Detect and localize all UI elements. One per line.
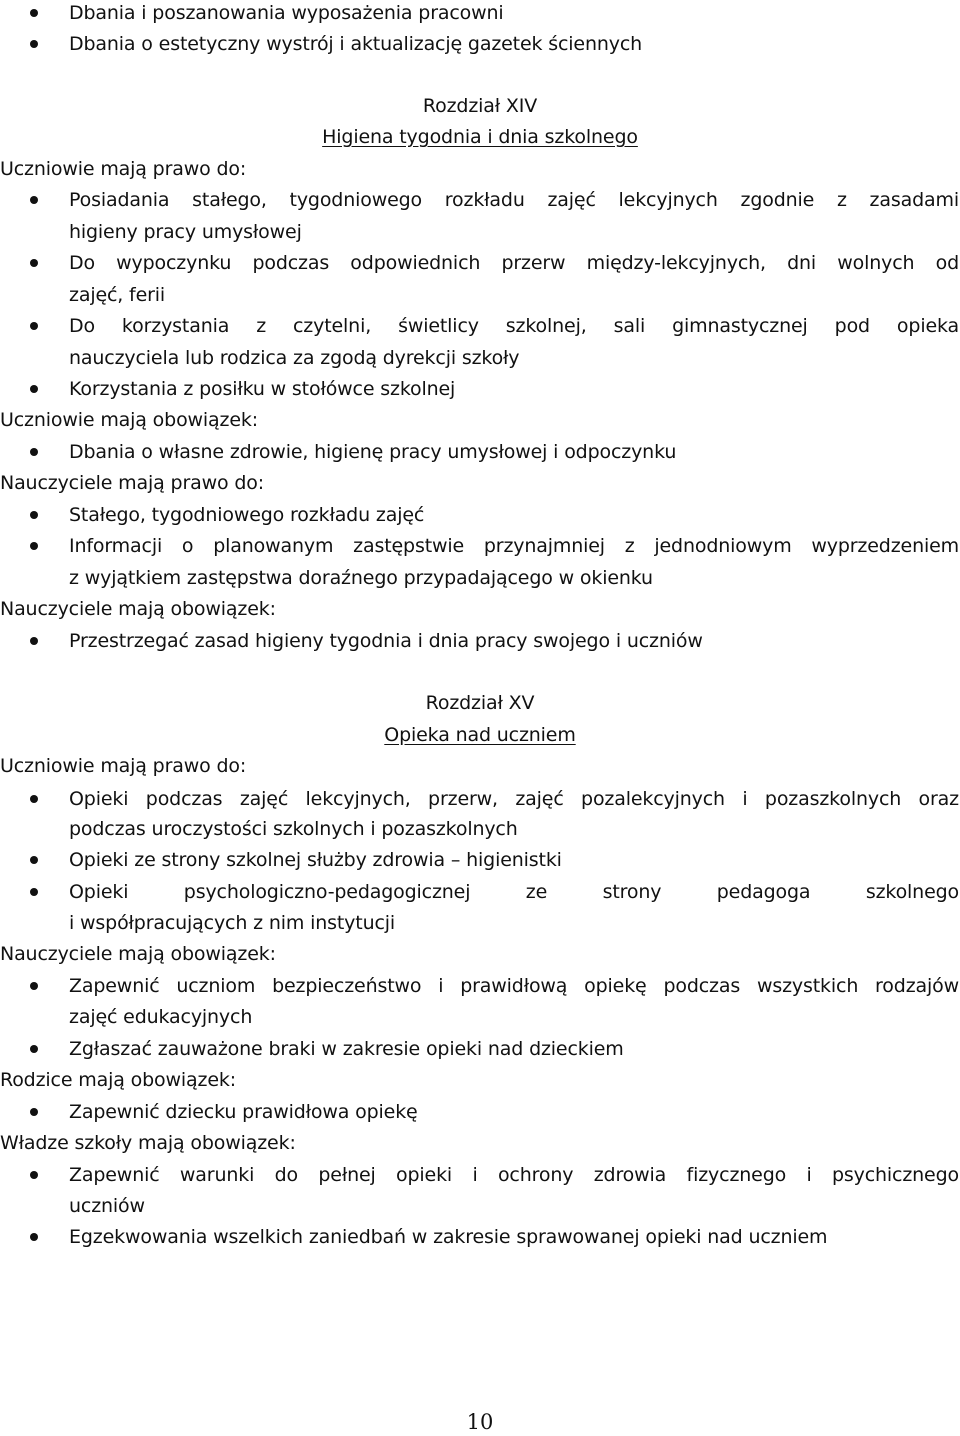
bullet bbox=[30, 982, 38, 990]
list-item: Dbania o własne zdrowie, higienę pracy umysłowej i odpoczynku bbox=[69, 441, 677, 463]
bullet bbox=[30, 1171, 38, 1179]
bullet bbox=[30, 511, 38, 519]
bullet bbox=[30, 196, 38, 204]
bullet bbox=[30, 637, 38, 645]
bullet bbox=[30, 888, 38, 896]
bullet bbox=[30, 259, 38, 267]
list-item: Zapewnić warunki do pełnej opieki i ochrony zdrowia fizycznego i psychicznego bbox=[69, 1164, 959, 1186]
list-item: Przestrzegać zasad higieny tygodnia i dnia pracy swojego i uczniów bbox=[69, 630, 703, 652]
list-item: Zgłaszać zauważone braki w zakresie opieki nad dzieckiem bbox=[69, 1038, 624, 1060]
bullet bbox=[30, 1233, 38, 1241]
chapter-title: Opieka nad uczniem bbox=[384, 724, 576, 746]
list-item-continuation: uczniów bbox=[69, 1195, 145, 1217]
bullet bbox=[30, 322, 38, 330]
bullet bbox=[30, 448, 38, 456]
list-item: Opieki psychologiczno-pedagogicznej ze strony pedagoga szkolnego bbox=[69, 881, 959, 903]
list-item: Informacji o planowanym zastępstwie przynajmniej z jednodniowym wyprzedzeniem bbox=[69, 535, 959, 557]
bullet bbox=[30, 1108, 38, 1116]
bullet bbox=[30, 40, 38, 48]
section-label: Uczniowie mają obowiązek: bbox=[0, 409, 259, 431]
section-label: Rodzice mają obowiązek: bbox=[0, 1069, 236, 1091]
list-item: Do wypoczynku podczas odpowiednich przerw między-lekcyjnych, dni wolnych od bbox=[69, 252, 959, 274]
bullet bbox=[30, 542, 38, 550]
bullet bbox=[30, 1045, 38, 1053]
chapter-title: Higiena tygodnia i dnia szkolnego bbox=[322, 126, 638, 148]
list-item: Korzystania z posiłku w stołówce szkolnej bbox=[69, 378, 456, 400]
list-item: Zapewnić uczniom bezpieczeństwo i prawidłową opiekę podczas wszystkich rodzajów bbox=[69, 975, 959, 997]
list-item-continuation: z wyjątkiem zastępstwa doraźnego przypadającego w okienku bbox=[69, 567, 653, 589]
chapter-number: Rozdział XIV bbox=[422, 95, 538, 117]
section-label: Uczniowie mają prawo do: bbox=[0, 158, 247, 180]
section-label: Nauczyciele mają obowiązek: bbox=[0, 943, 276, 965]
list-item-continuation: nauczyciela lub rodzica za zgodą dyrekcji szkoły bbox=[69, 347, 520, 369]
bullet bbox=[30, 856, 38, 864]
list-item: Do korzystania z czytelni, świetlicy szkolnej, sali gimnastycznej pod opieka bbox=[69, 315, 959, 337]
bullet bbox=[30, 385, 38, 393]
list-item: Dbania o estetyczny wystrój i aktualizację gazetek ściennych bbox=[69, 33, 643, 55]
list-item-continuation: i współpracujących z nim instytucji bbox=[69, 912, 396, 934]
list-item: Posiadania stałego, tygodniowego rozkładu zajęć lekcyjnych zgodnie z zasadami bbox=[69, 189, 959, 211]
list-item: Zapewnić dziecku prawidłowa opiekę bbox=[69, 1101, 418, 1123]
list-item: Stałego, tygodniowego rozkładu zajęć bbox=[69, 504, 425, 526]
list-item-continuation: zajęć, ferii bbox=[69, 284, 166, 306]
chapter-number: Rozdział XV bbox=[425, 692, 535, 714]
list-item: Dbania i poszanowania wyposażenia pracowni bbox=[69, 2, 504, 24]
section-label: Władze szkoły mają obowiązek: bbox=[0, 1132, 296, 1154]
list-item: Opieki ze strony szkolnej służby zdrowia – higienistki bbox=[69, 849, 562, 871]
list-item-continuation: zajęć edukacyjnych bbox=[69, 1006, 253, 1028]
list-item: Egzekwowania wszelkich zaniedbań w zakresie sprawowanej opieki nad uczniem bbox=[69, 1226, 828, 1248]
bullet bbox=[30, 9, 38, 17]
list-item-continuation: higieny pracy umysłowej bbox=[69, 221, 302, 243]
list-item-continuation: podczas uroczystości szkolnych i pozaszkolnych bbox=[69, 818, 518, 840]
page-number: 10 bbox=[466, 1410, 494, 1434]
section-label: Nauczyciele mają obowiązek: bbox=[0, 598, 276, 620]
bullet bbox=[30, 795, 38, 803]
section-label: Uczniowie mają prawo do: bbox=[0, 755, 247, 777]
section-label: Nauczyciele mają prawo do: bbox=[0, 472, 265, 494]
list-item: Opieki podczas zajęć lekcyjnych, przerw, zajęć pozalekcyjnych i pozaszkolnych oraz bbox=[69, 788, 959, 810]
